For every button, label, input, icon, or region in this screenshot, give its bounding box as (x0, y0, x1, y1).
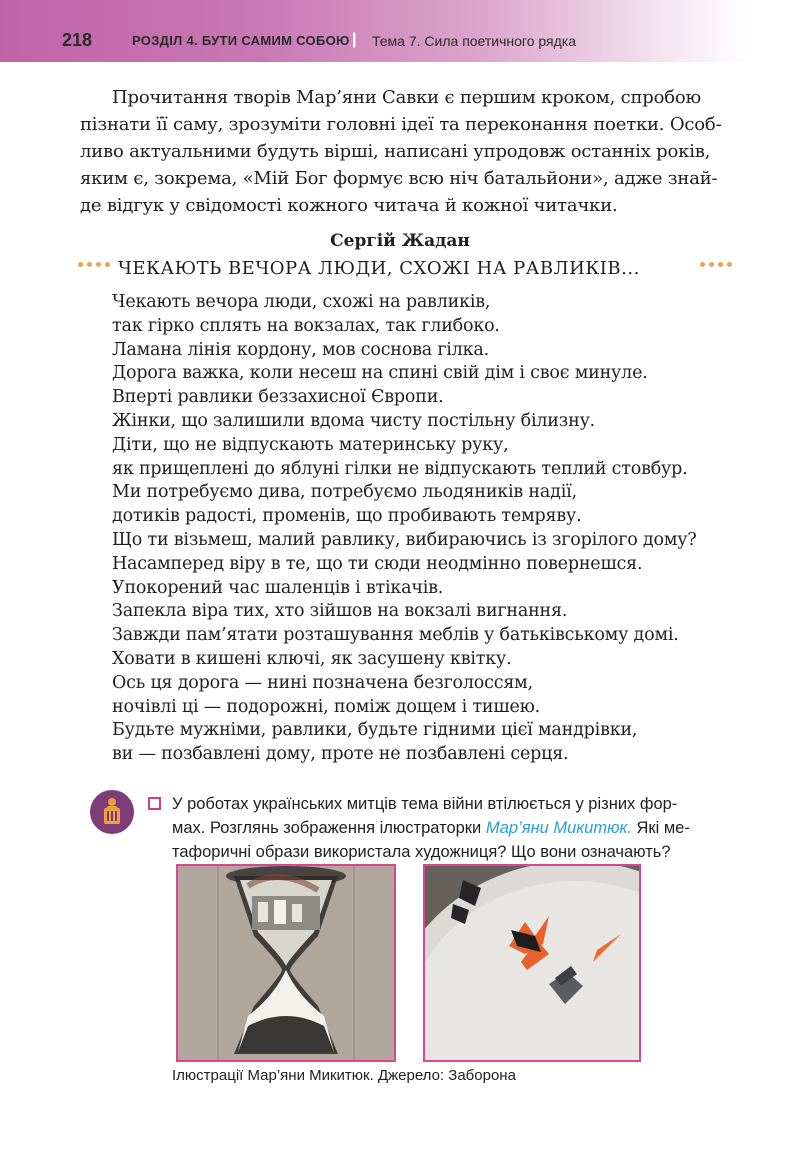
poem-line: Насамперед віру в те, що ти сюди неодмінно повернешся. (112, 553, 643, 574)
poem-line: Ми потребуємо дива, потребуємо льодяників надії, (112, 482, 577, 503)
intro-line: де відгук у свідомості кожного читача й кожної читачки. (80, 195, 618, 216)
poem-line: Жінки, що залишили вдома чисту постільну білизну. (112, 410, 596, 431)
poem-line: Вперті равлики беззахисної Європи. (112, 387, 444, 408)
poem-line: Будьте мужніми, равлики, будьте гідними цієї мандрівки, (112, 720, 638, 741)
poem-line: Ламана лінія кордону, мов соснова гілка. (112, 339, 489, 360)
task-line: тафоричні образи використала художниця? Що вони означають? (172, 843, 671, 861)
poem-line: Дорога важка, коли несеш на спині свій дім і своє минуле. (112, 363, 648, 384)
header-separator: | (352, 31, 357, 48)
book-figure-icon (90, 790, 134, 834)
intro-line: Прочитання творів Мар’яни Савки є першим кроком, спробою (112, 87, 702, 108)
poem-line: Ховати в кишені ключі, як засушену квітку. (112, 648, 512, 669)
illustrator-name: Мар’яни Микитюк. (485, 819, 632, 837)
poem-line: Чекають вечора люди, схожі на равликів, (112, 292, 491, 312)
title-dots-left (78, 262, 110, 267)
task-line: У роботах українських митців тема війни втілюється у різних фор- (172, 795, 678, 813)
poem-line: Що ти візьмеш, малий равлику, вибираючись із згорілого дому? (112, 529, 697, 550)
task-line-end: Які ме- (631, 819, 690, 837)
title-dots-right (700, 262, 732, 267)
task-line-start: мах. Розглянь зображення ілюстраторки (172, 819, 486, 837)
topic-title: Тема 7. Сила поетичного рядка (372, 33, 576, 49)
poem-line: Діти, що не відпускають материнську руку, (112, 434, 509, 455)
poem-line: ви — позбавлені дому, проте не позбавлені серця. (112, 744, 569, 765)
hourglass-illustration (176, 864, 396, 1062)
poem-body (112, 291, 752, 767)
illustrations-caption: Ілюстрації Мар’яни Микитюк. Джерело: Заборона (172, 1067, 516, 1084)
literature-icon (90, 790, 134, 834)
poem-line: як прищеплені до яблуні гілки не відпускають теплий стовбур. (112, 458, 688, 479)
intro-paragraph (80, 84, 728, 219)
poem-line: Упокорений час шаленців і втікачів. (112, 577, 444, 598)
poem-line: Запекла віра тих, хто зійшов на вокзалі вигнання. (112, 601, 568, 622)
poem-line: дотиків радості, променів, що пробивають темряву. (112, 506, 582, 527)
poem-line: Завжди пам’ятати розташування меблів у батьківському домі. (112, 625, 679, 646)
poem-title: ЧЕКАЮТЬ ВЕЧОРА ЛЮДИ, СХОЖІ НА РАВЛИКІВ... (118, 258, 640, 279)
intro-line: ливо актуальними будуть вірші, написані упродовж останніх років, (80, 141, 711, 162)
section-title: РОЗДІЛ 4. БУТИ САМИМ СОБОЮ (132, 33, 350, 48)
intro-line: пізнати її саму, зрозуміти головні ідеї та переконання поетки. Особ- (80, 114, 722, 135)
poem-line: Ось ця дорога — нині позначена безголоссям, (112, 672, 533, 693)
poem-line: ночівлі ці — подорожні, поміж дощем і тишею. (112, 696, 541, 717)
page-number: 218 (62, 30, 93, 50)
intro-line: яким є, зокрема, «Мій Бог формує всю ніч батальйони», адже знай- (80, 168, 718, 189)
page-header (0, 0, 748, 62)
task-line (172, 816, 732, 840)
compass-illustration (423, 864, 641, 1062)
task-bullet-icon (148, 797, 161, 810)
task-text (172, 792, 732, 864)
poem-line: так гірко сплять на вокзалах, так глибоко. (112, 315, 500, 336)
poem-author: Сергій Жадан (330, 231, 470, 251)
